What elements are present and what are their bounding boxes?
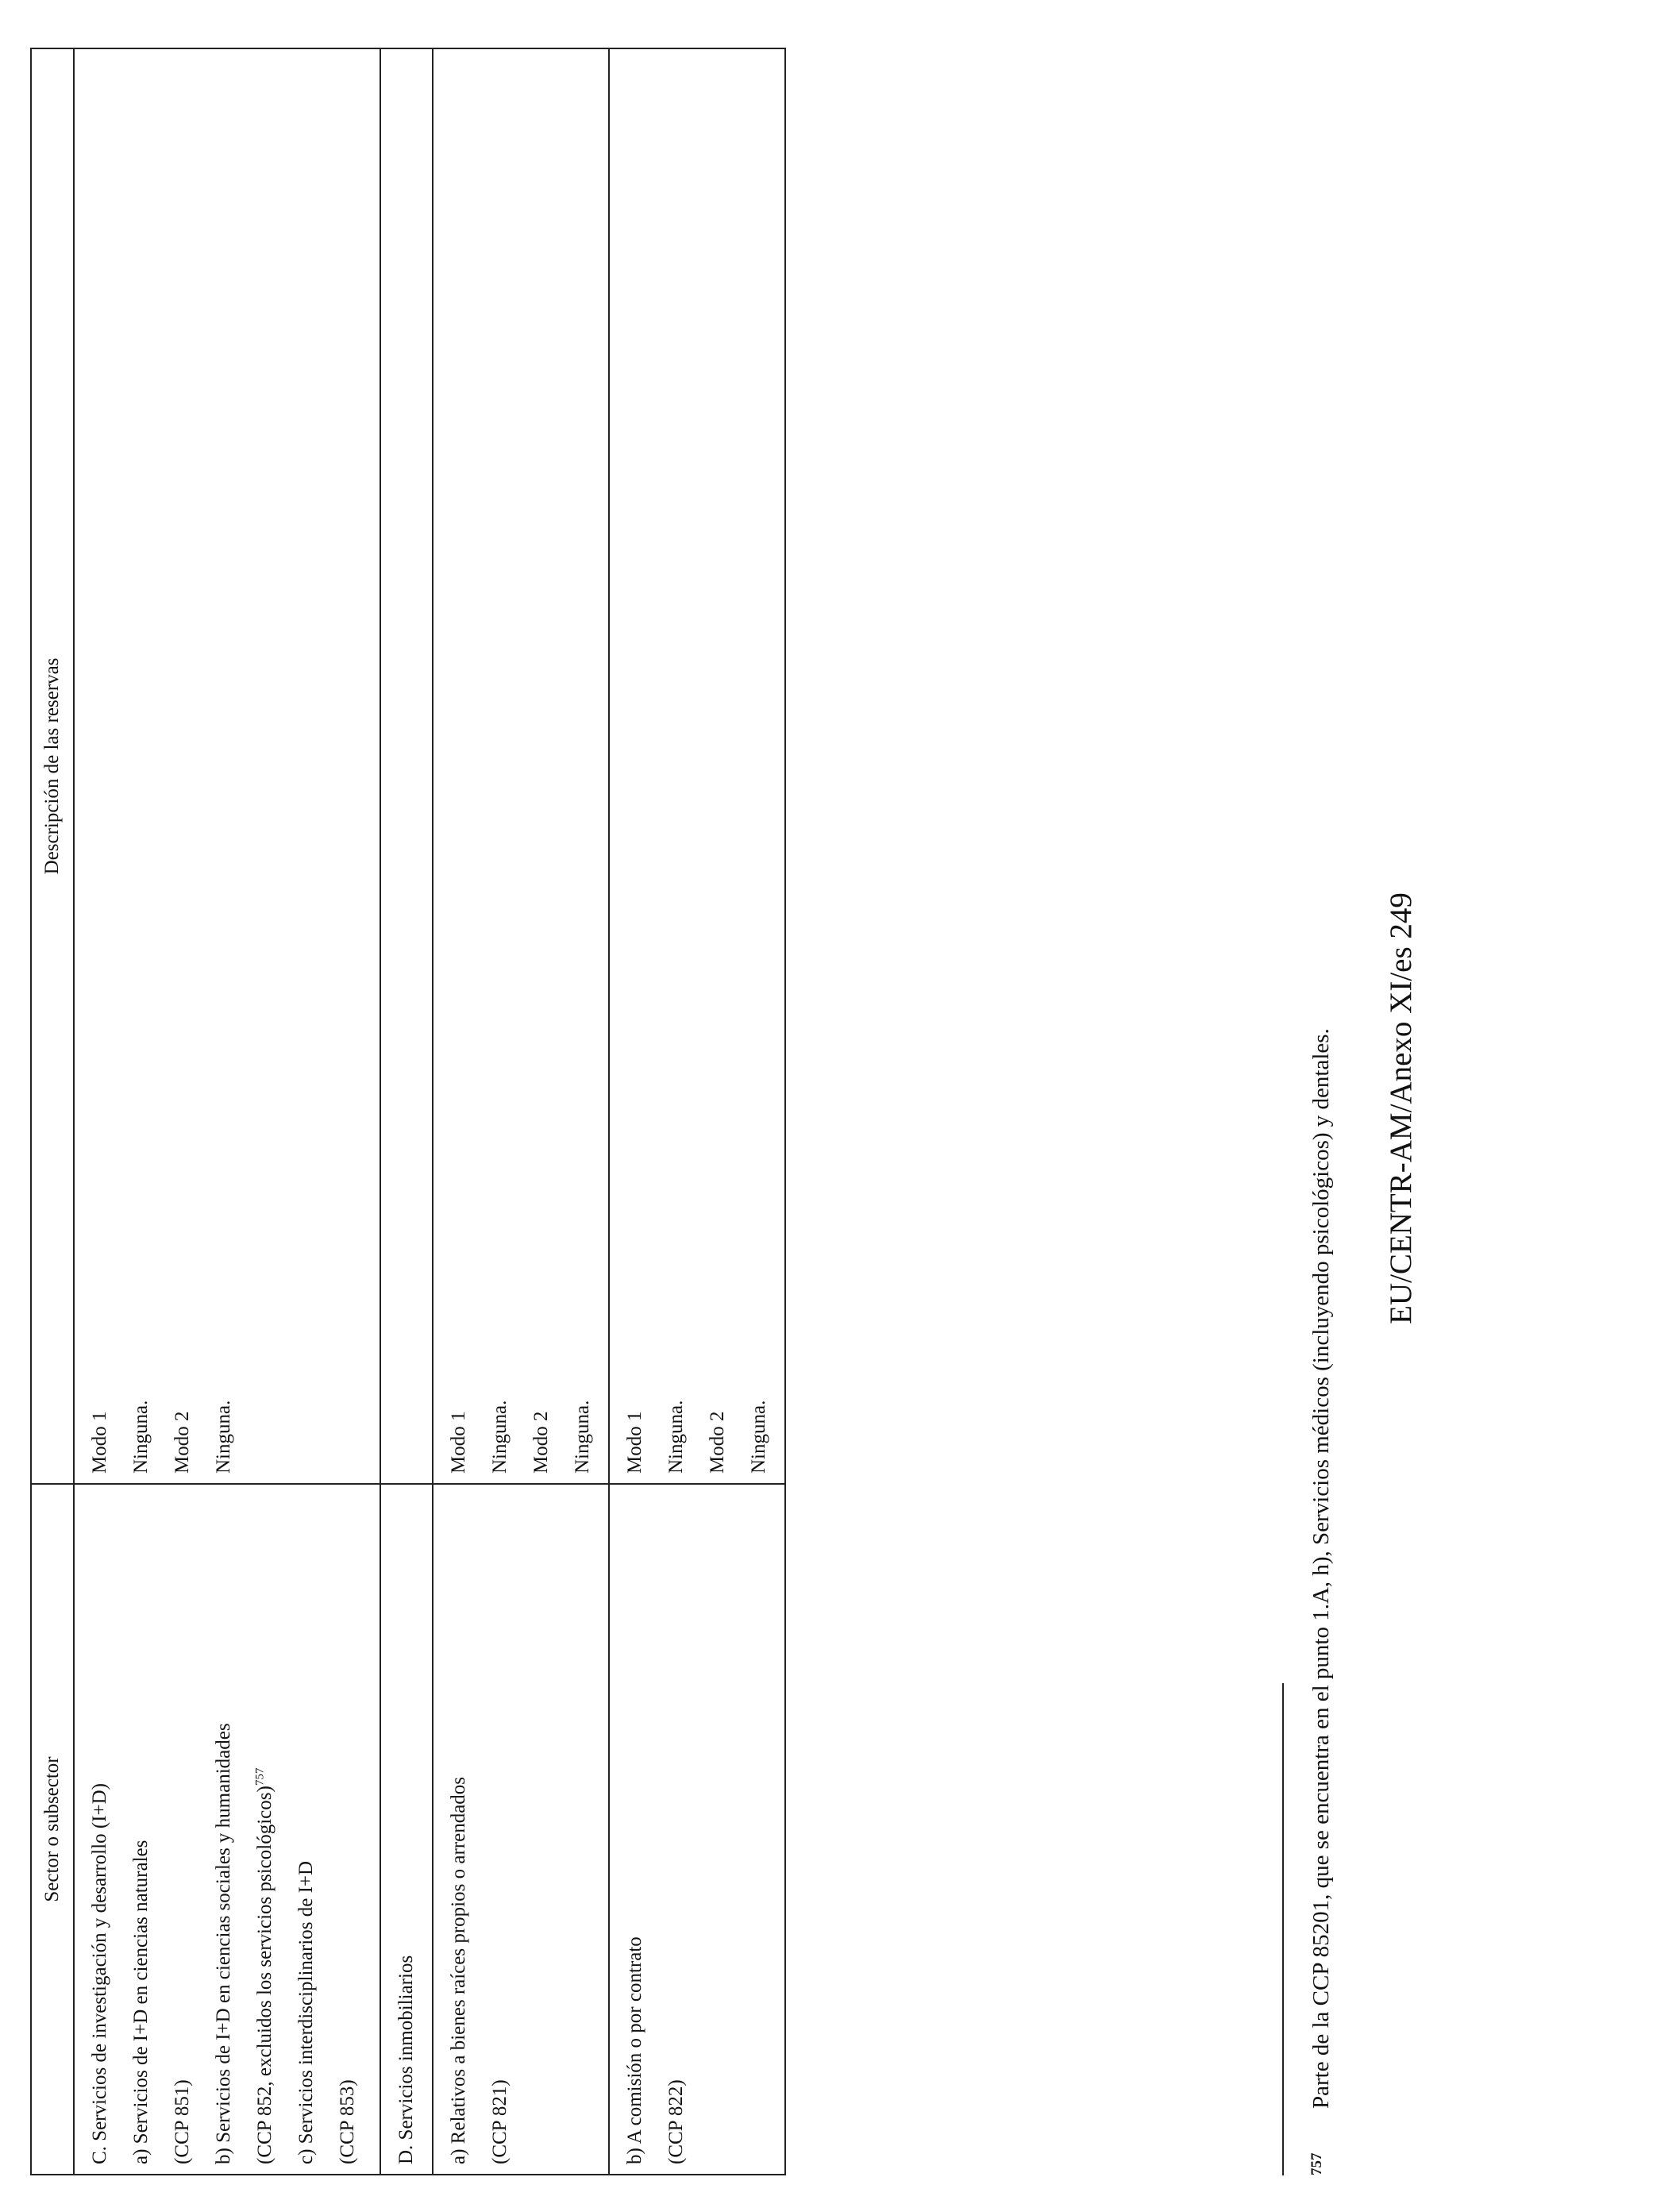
table-header-row <box>31 48 74 2175</box>
description-cell <box>74 48 380 1484</box>
description-line: Modo 2 <box>707 1411 728 1474</box>
description-line: Ninguna. <box>130 1400 152 1474</box>
footnote-number: 757 <box>1308 2152 1325 2175</box>
sector-cell <box>609 1484 785 2175</box>
footnote-reference: 757 <box>253 1767 267 1786</box>
description-line: Modo 1 <box>448 1411 469 1474</box>
table-row <box>380 48 433 2175</box>
description-cell <box>433 48 609 1484</box>
sector-line: a) Servicios de I+D en ciencias naturales <box>130 1840 152 2164</box>
description-line: Modo 1 <box>624 1411 645 1474</box>
sector-column-header: Sector o subsector <box>31 1484 74 2175</box>
description-cell <box>609 48 785 1484</box>
table-row <box>609 48 785 2175</box>
footnote <box>1308 1028 1335 2175</box>
sector-line-text: (CCP 852, excluidos los servicios psicológicos) <box>254 1786 276 2164</box>
description-line: Ninguna. <box>665 1400 687 1474</box>
footnote-divider <box>1282 1683 1284 2175</box>
description-line: Ninguna. <box>748 1400 769 1474</box>
description-column-header: Descripción de las reservas <box>31 48 74 1484</box>
sector-line: b) Servicios de I+D en ciencias sociales y humanidades <box>213 1723 234 2164</box>
sector-line <box>245 1494 286 2164</box>
table-row <box>74 48 380 2175</box>
sector-line: (CCP 821) <box>489 2079 511 2164</box>
sector-line: C. Servicios de investigación y desarrollo (I+D) <box>89 1783 110 2164</box>
footnote-text: Parte de la CCP 85201, que se encuentra en el punto 1.A, h), Servicios médicos (incluyendo psicológicos) y dentales. <box>1308 1028 1334 2109</box>
sector-cell <box>433 1484 609 2175</box>
sector-line: c) Servicios interdisciplinarios de I+D <box>295 1860 317 2164</box>
description-line: Modo 2 <box>530 1411 552 1474</box>
sector-cell <box>74 1484 380 2175</box>
document-reference: EU/CENTR-AM/Anexo XI/es 249 <box>1384 892 1418 1324</box>
reservations-table <box>30 48 786 2175</box>
sector-line: a) Relativos a bienes raíces propios o arrendados <box>448 1776 469 2164</box>
description-line: Modo 1 <box>89 1411 110 1474</box>
description-line: Ninguna. <box>213 1400 234 1474</box>
sector-line: (CCP 853) <box>337 2079 358 2164</box>
description-line: Ninguna. <box>489 1400 511 1474</box>
description-line: Ninguna. <box>572 1400 593 1474</box>
sector-line: (CCP 822) <box>665 2079 687 2164</box>
sector-line: b) A comisión o por contrato <box>624 1936 645 2164</box>
description-cell <box>380 48 433 1484</box>
sector-cell: D. Servicios inmobiliarios <box>380 1484 433 2175</box>
description-line: Modo 2 <box>171 1411 193 1474</box>
sector-line: (CCP 851) <box>171 2079 193 2164</box>
table-row <box>433 48 609 2175</box>
